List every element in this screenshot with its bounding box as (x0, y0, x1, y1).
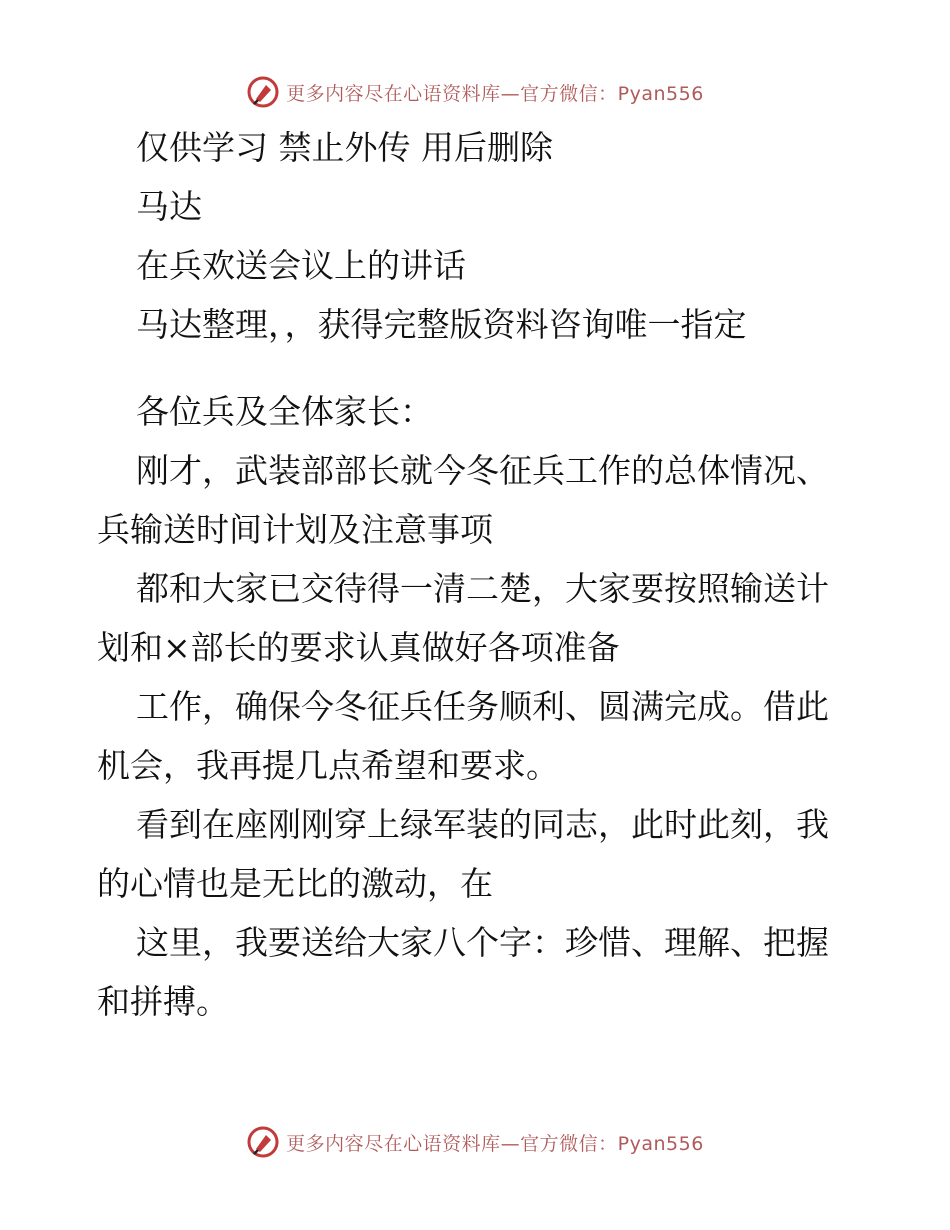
footer-watermark-banner (0, 1122, 950, 1162)
spacer (97, 354, 857, 382)
paragraph-line: 看到在座刚刚穿上绿军装的同志，此时此刻，我 (136, 805, 829, 844)
paragraph-line: 机会，我再提几点希望和要求。 (97, 746, 559, 785)
paragraph-line: 这里，我要送给大家八个字：珍惜、理解、把握 (136, 923, 829, 962)
paragraph (97, 913, 857, 1031)
paragraph-line: 工作，确保今冬征兵任务顺利、圆满完成。借此 (136, 687, 829, 726)
salutation: 各位兵及全体家长： (136, 392, 433, 431)
author-line: 马达 (136, 187, 202, 226)
pen-nib-logo-icon (246, 75, 280, 109)
header-banner-text: 更多内容尽在心语资料库—官方微信：Pyan556 (286, 82, 704, 105)
paragraph-line: 都和大家已交待得一清二楚，大家要按照输送计 (136, 569, 829, 608)
paragraph-line: 刚才，武装部部长就今冬征兵工作的总体情况、 (136, 451, 829, 490)
paragraph-line: 兵输送时间计划及注意事项 (97, 510, 493, 549)
paragraph (97, 441, 857, 559)
document-title: 在兵欢送会议上的讲话 (136, 246, 466, 285)
paragraph-line: 的心情也是无比的激动，在 (97, 864, 493, 903)
pen-nib-logo-icon (246, 1125, 280, 1159)
paragraph-line: 划和×部长的要求认真做好各项准备 (97, 628, 620, 667)
paragraph (97, 677, 857, 795)
source-note: 马达整理，，获得完整版资料咨询唯一指定 (136, 305, 747, 344)
document-body (97, 118, 857, 1031)
notice-line: 仅供学习 禁止外传 用后删除 (136, 128, 553, 167)
footer-banner-text: 更多内容尽在心语资料库—官方微信：Pyan556 (286, 1132, 704, 1155)
paragraph (97, 795, 857, 913)
paragraph-line: 和拼搏。 (97, 982, 229, 1021)
header-watermark-banner (0, 72, 950, 112)
paragraph (97, 559, 857, 677)
